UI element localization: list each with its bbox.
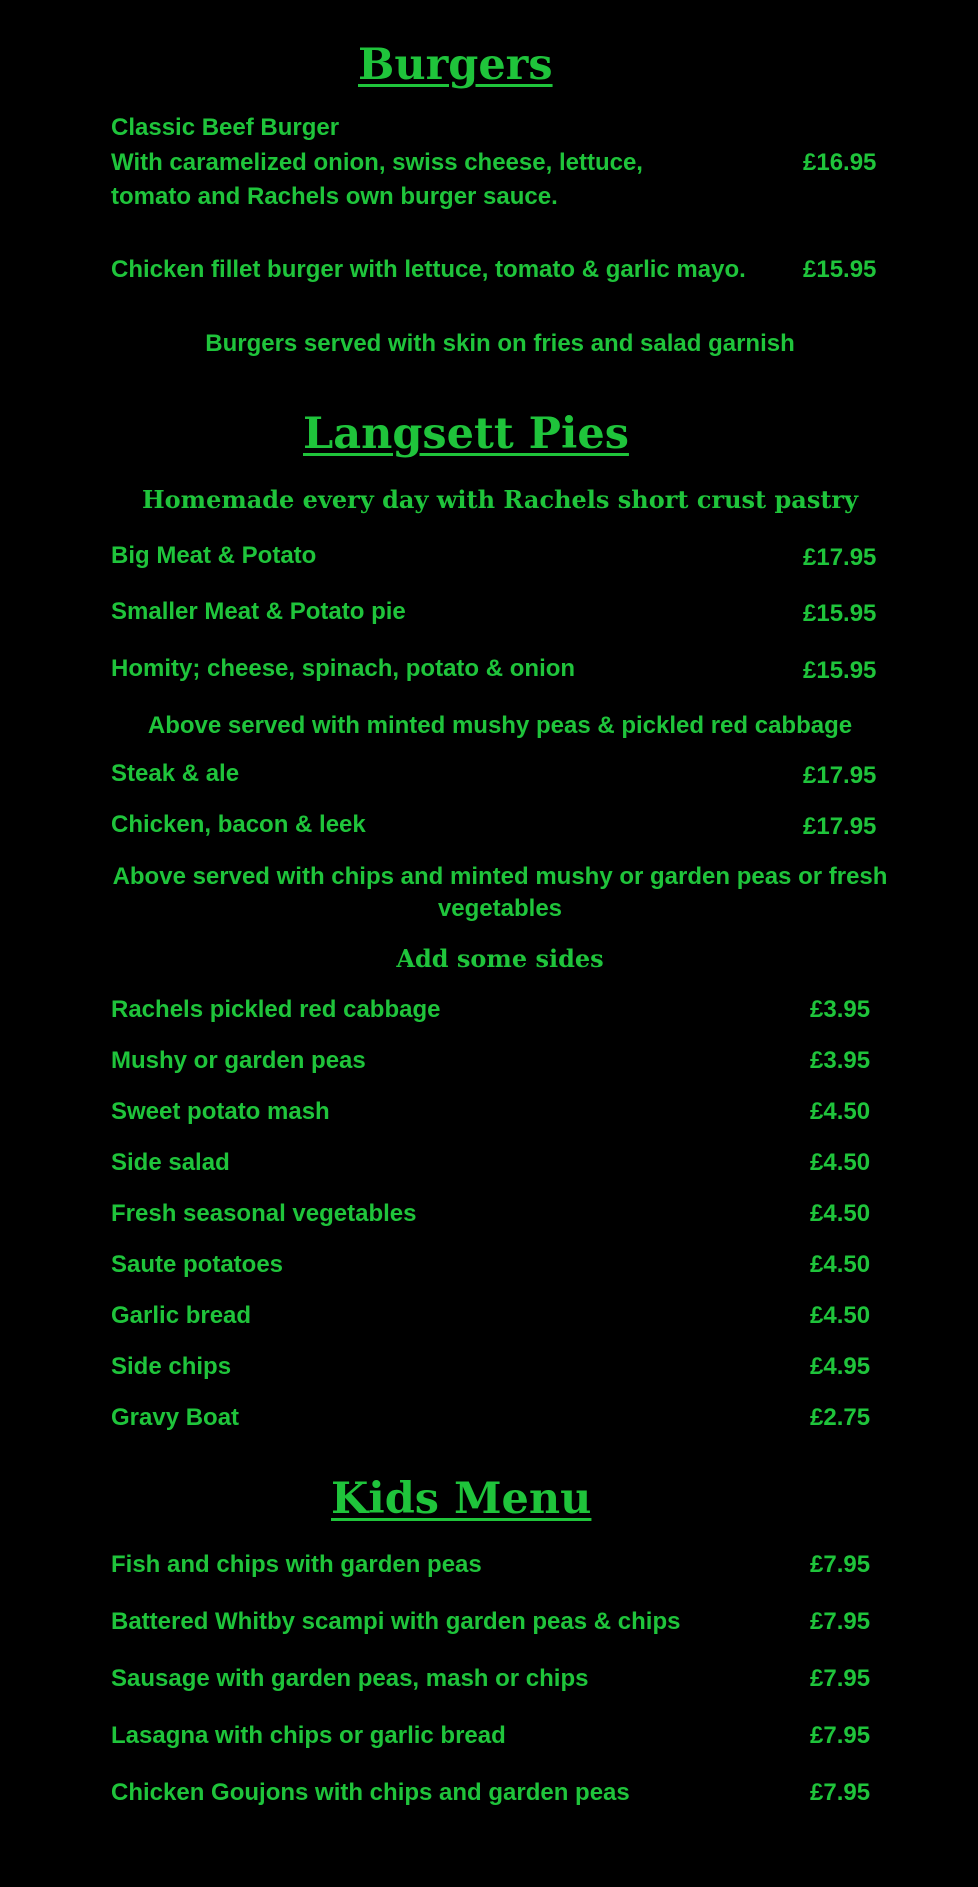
pie-item-name: Homity; cheese, spinach, potato & onion xyxy=(111,655,576,682)
side-item-name: Side salad xyxy=(111,1149,230,1176)
pie-item-price: £15.95 xyxy=(803,600,877,627)
side-item-name: Saute potatoes xyxy=(111,1251,284,1278)
kids-item-price: £7.95 xyxy=(810,1779,871,1806)
side-item-price: £4.50 xyxy=(810,1200,871,1227)
burger-item-description: With caramelized onion, swiss cheese, lettuce, xyxy=(111,149,643,176)
pie-item-name: Big Meat & Potato xyxy=(111,542,317,569)
side-item-price: £3.95 xyxy=(810,1047,871,1074)
pie-item-price: £15.95 xyxy=(803,657,877,684)
side-item-price: £3.95 xyxy=(810,996,871,1023)
burgers-note: Burgers served with skin on fries and salad garnish xyxy=(205,330,795,357)
burger-item-price: £15.95 xyxy=(803,256,877,283)
pie-item-name: Smaller Meat & Potato pie xyxy=(111,598,406,625)
side-item-name: Sweet potato mash xyxy=(111,1098,330,1125)
kids-item-name: Sausage with garden peas, mash or chips xyxy=(111,1665,589,1692)
side-item-price: £2.75 xyxy=(810,1404,871,1431)
burger-item-name: Chicken fillet burger with lettuce, tomato & garlic mayo. xyxy=(111,256,746,283)
side-item-price: £4.50 xyxy=(810,1302,871,1329)
kids-item-name: Battered Whitby scampi with garden peas & chips xyxy=(111,1608,681,1635)
pies-group2-note: Above served with chips and minted mushy or garden peas or fresh vegetables xyxy=(112,863,888,922)
side-item-price: £4.95 xyxy=(810,1353,871,1380)
kids-item-price: £7.95 xyxy=(810,1722,871,1749)
side-item-name: Fresh seasonal vegetables xyxy=(111,1200,417,1227)
side-item-price: £4.50 xyxy=(810,1251,871,1278)
pie-item-price: £17.95 xyxy=(803,762,877,789)
burgers-title: Burgers xyxy=(358,40,553,90)
side-item-name: Garlic bread xyxy=(111,1302,252,1329)
side-item-name: Mushy or garden peas xyxy=(111,1047,366,1074)
side-item-name: Side chips xyxy=(111,1353,232,1380)
burger-item-price: £16.95 xyxy=(803,149,877,176)
kids-item-name: Lasagna with chips or garlic bread xyxy=(111,1722,506,1749)
burger-item-description: tomato and Rachels own burger sauce. xyxy=(111,183,558,210)
side-item-name: Gravy Boat xyxy=(111,1404,240,1431)
kids-item-name: Fish and chips with garden peas xyxy=(111,1551,482,1578)
burger-item-name: Classic Beef Burger xyxy=(111,114,340,141)
kids-item-price: £7.95 xyxy=(810,1665,871,1692)
pie-item-name: Steak & ale xyxy=(111,760,240,787)
pie-item-price: £17.95 xyxy=(803,544,877,571)
side-item-price: £4.50 xyxy=(810,1098,871,1125)
kids-item-price: £7.95 xyxy=(810,1608,871,1635)
side-item-name: Rachels pickled red cabbage xyxy=(111,996,441,1023)
pie-item-price: £17.95 xyxy=(803,813,877,840)
pie-item-name: Chicken, bacon & leek xyxy=(111,811,366,838)
pies-subtitle: Homemade every day with Rachels short crust pastry xyxy=(141,485,859,514)
side-item-price: £4.50 xyxy=(810,1149,871,1176)
kids-item-name: Chicken Goujons with chips and garden peas xyxy=(111,1779,630,1806)
pies-group1-note: Above served with minted mushy peas & pickled red cabbage xyxy=(147,712,853,739)
kids-item-price: £7.95 xyxy=(810,1551,871,1578)
sides-title: Add some sides xyxy=(396,944,604,973)
pies-title: Langsett Pies xyxy=(303,409,629,459)
kids-title: Kids Menu xyxy=(331,1474,592,1524)
